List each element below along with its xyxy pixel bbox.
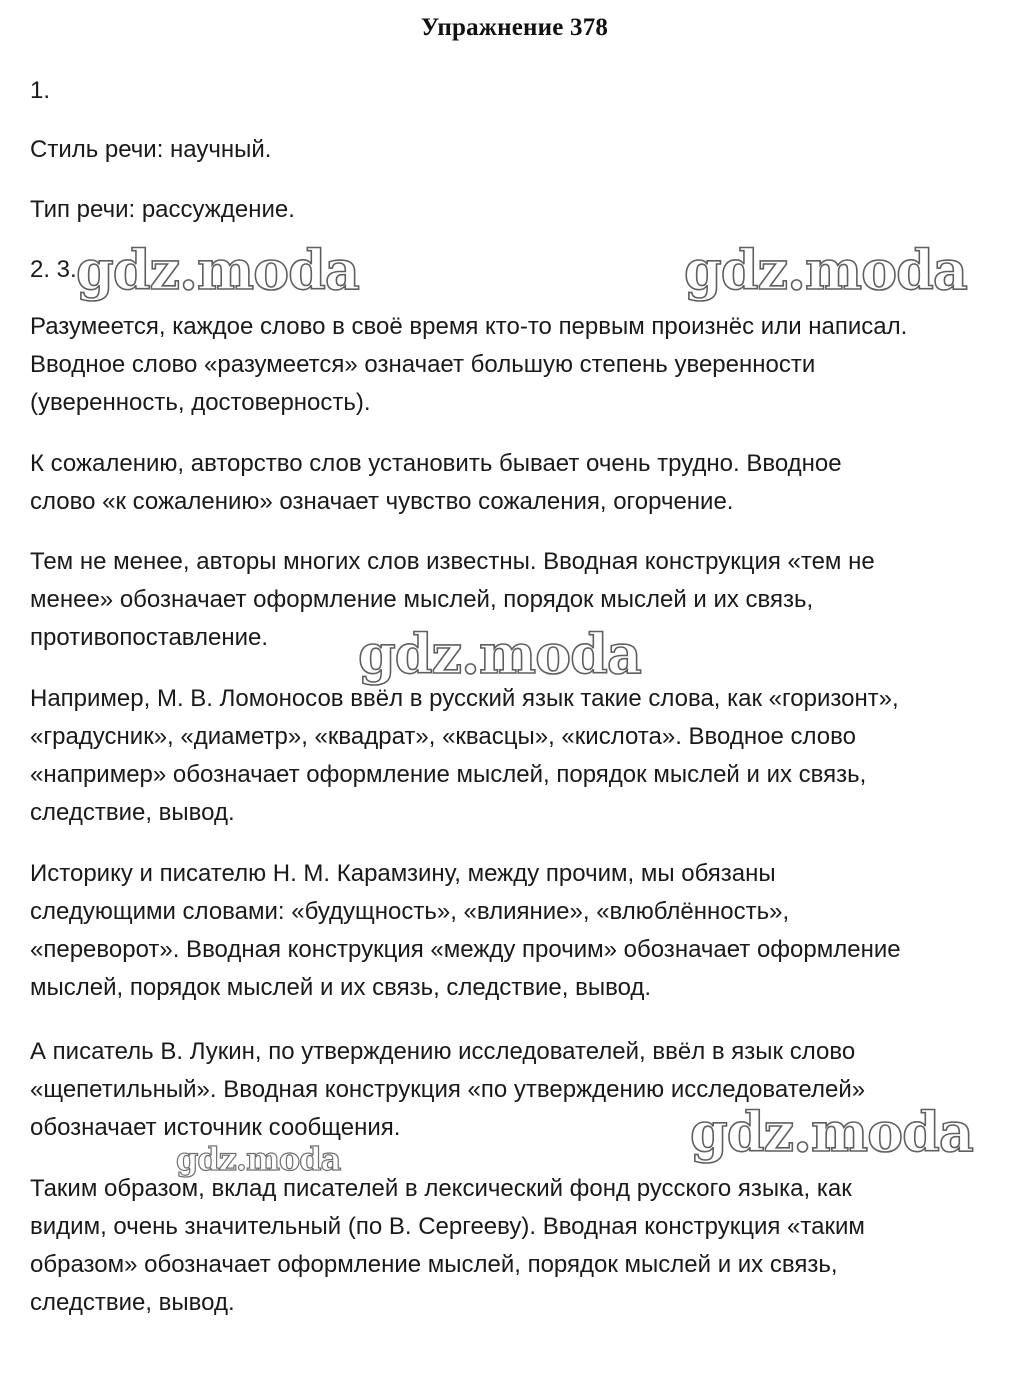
paragraph-4: [30, 680, 1005, 832]
paragraph-line: образом» обозначает оформление мыслей, порядок мыслей и их связь,: [30, 1251, 838, 1278]
watermark-logo: gdz.moda: [76, 238, 359, 302]
paragraph-line: следующими словами: «будущность», «влияние», «влюблённость»,: [30, 898, 790, 925]
paragraph-line: Таким образом, вклад писателей в лексический фонд русского языка, как: [30, 1175, 852, 1202]
paragraph-6: [30, 1033, 1005, 1147]
paragraph-7: [30, 1170, 1005, 1322]
paragraph-line: следствие, вывод.: [30, 799, 235, 826]
paragraph-line: менее» обозначает оформление мыслей, порядок мыслей и их связь,: [30, 586, 814, 613]
page-title: Упражнение 378: [420, 14, 609, 41]
paragraph-line: Вводное слово «разумеется» означает большую степень уверенности: [30, 351, 816, 378]
paragraph-line: обозначает источник сообщения.: [30, 1114, 401, 1141]
speech-style-line: Стиль речи: научный.: [30, 136, 272, 163]
paragraph-line: (уверенность, достоверность).: [30, 389, 371, 416]
watermark-logo: gdz.moda: [176, 1140, 341, 1178]
paragraph-line: Разумеется, каждое слово в своё время кто-то первым произнёс или написал.: [30, 313, 908, 340]
paragraph-line: А писатель В. Лукин, по утверждению исследователей, ввёл в язык слово: [30, 1038, 856, 1065]
paragraph-1: [30, 308, 1005, 422]
paragraph-line: Историку и писателю Н. М. Карамзину, между прочим, мы обязаны: [30, 860, 776, 887]
paragraph-line: «градусник», «диаметр», «квадрат», «квасцы», «кислота». Вводное слово: [30, 723, 856, 750]
item-number-1: 1.: [30, 77, 51, 104]
paragraph-line: следствие, вывод.: [30, 1289, 235, 1316]
paragraph-line: Тем не менее, авторы многих слов известны. Вводная конструкция «тем не: [30, 548, 875, 575]
paragraph-2: [30, 445, 1005, 521]
paragraph-line: видим, очень значительный (по В. Сергееву). Вводная конструкция «таким: [30, 1213, 865, 1240]
watermark-logo: gdz.moda: [684, 238, 967, 302]
paragraph-line: К сожалению, авторство слов установить бывает очень трудно. Вводное: [30, 450, 842, 477]
paragraph-3: [30, 543, 1005, 657]
paragraph-5: [30, 855, 1005, 1007]
watermark-logo: gdz.moda: [690, 1100, 973, 1164]
paragraph-line: слово «к сожалению» означает чувство сожаления, огорчение.: [30, 488, 734, 515]
item-number-2-3: 2. 3.: [30, 256, 77, 283]
paragraph-line: мыслей, порядок мыслей и их связь, следствие, вывод.: [30, 974, 652, 1001]
paragraph-line: Например, М. В. Ломоносов ввёл в русский язык такие слова, как «горизонт»,: [30, 685, 899, 712]
paragraph-line: противопоставление.: [30, 624, 269, 651]
paragraph-line: «переворот». Вводная конструкция «между прочим» обозначает оформление: [30, 936, 901, 963]
paragraph-line: «например» обозначает оформление мыслей, порядок мыслей и их связь,: [30, 761, 867, 788]
speech-type-line: Тип речи: рассуждение.: [30, 196, 295, 223]
watermark-logo: gdz.moda: [358, 622, 641, 686]
paragraph-line: «щепетильный». Вводная конструкция «по утверждению исследователей»: [30, 1076, 866, 1103]
